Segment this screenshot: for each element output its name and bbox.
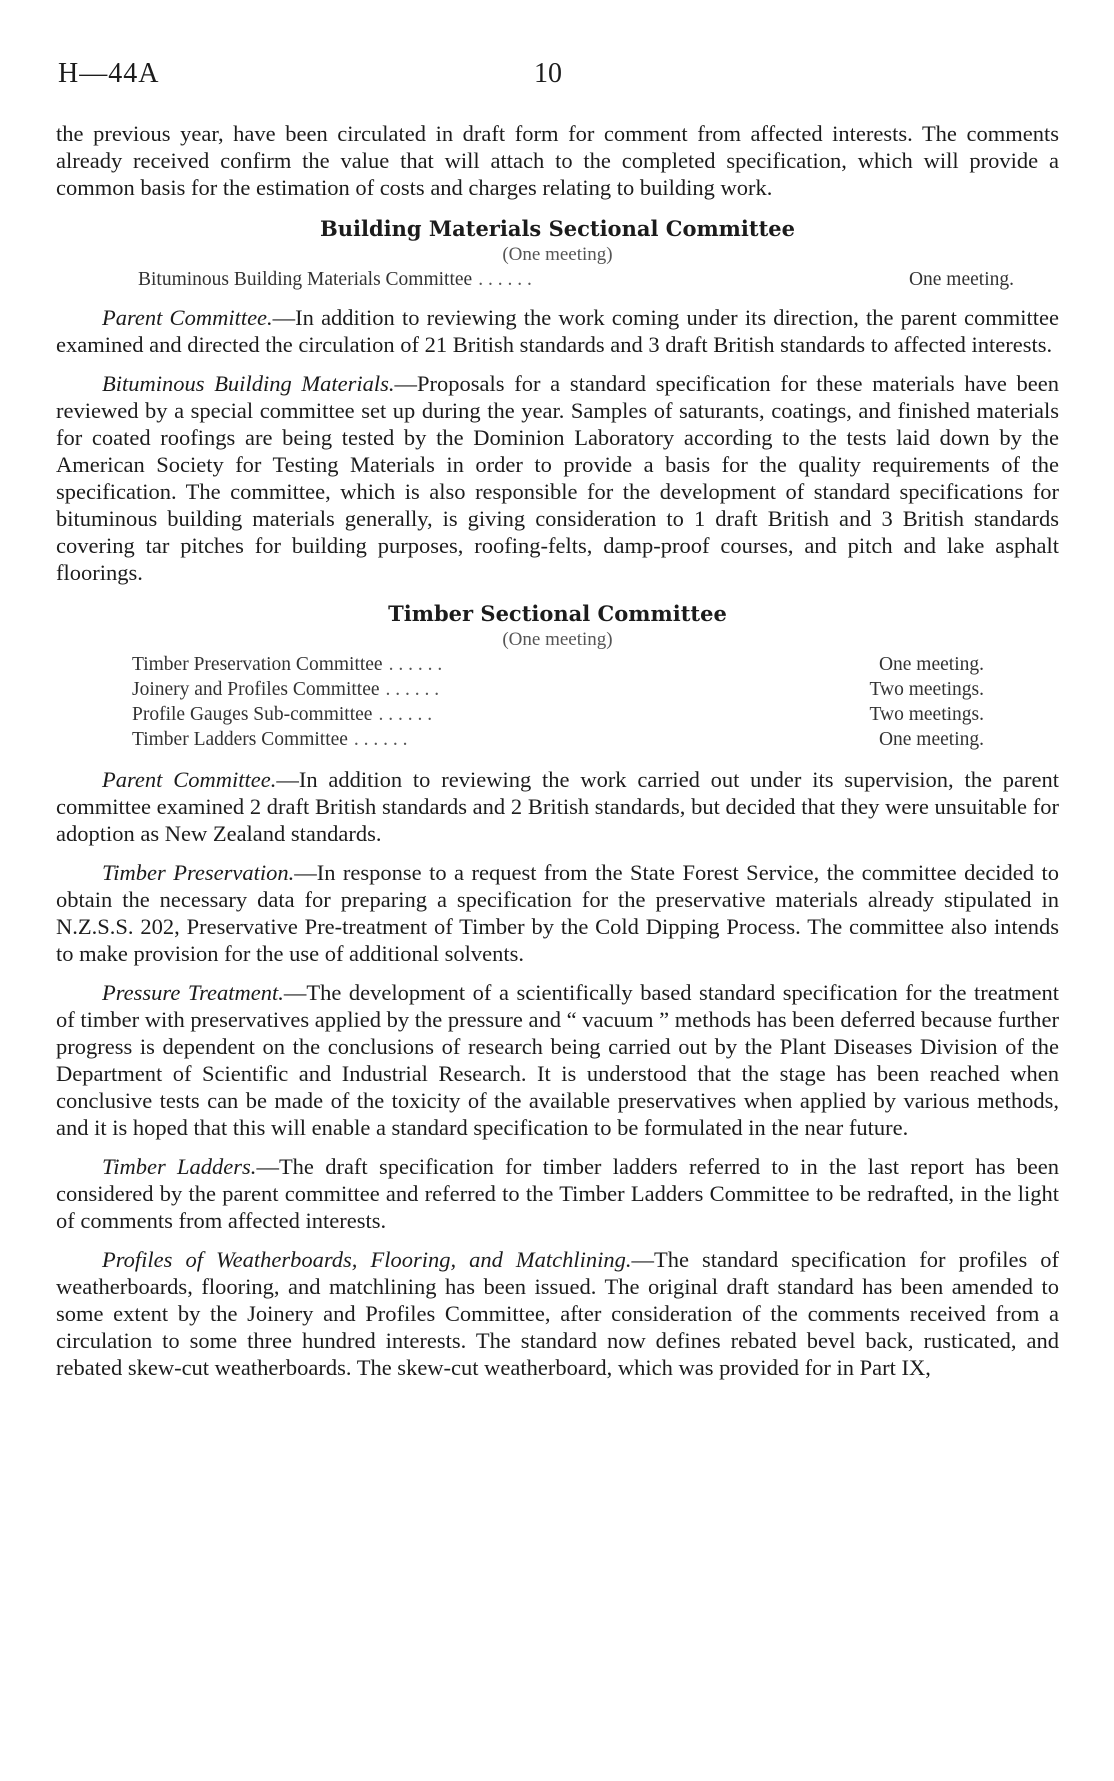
paragraph-lead: Profiles of Weatherboards, Flooring, and Matchlining. — [102, 1247, 632, 1272]
committee-meetings: Two meetings. — [869, 679, 984, 700]
committee-name: Joinery and Profiles Committee — [132, 679, 380, 700]
document-id: H—44A — [58, 58, 160, 89]
committee-row — [132, 702, 984, 727]
committee-name: Profile Gauges Sub-committee — [132, 704, 373, 725]
committee-list-timber — [132, 652, 984, 752]
committee-row — [132, 652, 984, 677]
paragraph-lead: Pressure Treatment. — [102, 980, 284, 1005]
section-meetings-timber: (One meeting) — [502, 629, 613, 650]
paragraph-bituminous-materials — [56, 370, 1059, 586]
committee-meetings: One meeting. — [878, 729, 984, 750]
paragraph-text: —In response to a request from the State Forest Service, the committee decided to obtain the necessary data for preparing a specification for the preservative materials already stipulated in N.Z.S.S. 202, Preservative Pre-treatment of Timber by the Cold Dipping Process. The committee also intends to make provision for the use of additional solvents. — [56, 860, 1059, 966]
committee-row — [132, 727, 984, 752]
committee-meetings: One meeting. — [908, 269, 1014, 290]
committee-meetings: One meeting. — [878, 654, 984, 675]
page-header — [58, 58, 1056, 98]
paragraph-lead: Bituminous Building Materials. — [102, 371, 395, 396]
intro-paragraph: the previous year, have been circulated in draft form for comment from affected interests. The comments already received confirm the value that will attach to the completed specification, which will provide a common basis for the estimation of costs and charges relating to building work. — [56, 121, 1059, 200]
paragraph-text: —In addition to reviewing the work carried out under its supervision, the parent committee examined 2 draft British standards and 2 British standards, but decided that they were unsuitable for adoption as New Zealand standards. — [56, 767, 1059, 846]
leader-dots: . . . . . . — [385, 679, 440, 700]
paragraph-pressure-treatment — [56, 979, 1059, 1141]
section-heading-building-materials: Building Materials Sectional Committee — [320, 216, 795, 241]
paragraph-text: —The draft specification for timber ladders referred to in the last report has been considered by the parent committee and referred to the Timber Ladders Committee to be redrafted, in the light of comments from affected interests. — [56, 1154, 1059, 1233]
paragraph-text: —The development of a scientifically based standard specification for the treatment of timber with preservatives applied by the pressure and “ vacuum ” methods has been deferred because further progress is dependent on the conclusions of research being carried out by the Plant Diseases Division of the Department of Scientific and Industrial Research. It is understood that the stage has been reached when conclusive tests can be made of the toxicity of the available preservatives when applied by various methods, and it is hoped that this will enable a standard specification to be formulated in the near future. — [56, 980, 1059, 1140]
paragraph-profiles — [56, 1246, 1059, 1381]
section-meetings-building-materials: (One meeting) — [502, 244, 613, 265]
paragraph-parent-committee-bm — [56, 304, 1059, 358]
committee-meetings: Two meetings. — [869, 704, 984, 725]
committee-row — [138, 267, 1014, 292]
paragraph-lead: Timber Preservation. — [102, 860, 295, 885]
paragraph-lead: Parent Committee. — [102, 767, 277, 792]
paragraph-text: —The standard specification for profiles of weatherboards, flooring, and matchlining has been issued. The original draft standard has been amended to some extent by the Joinery and Profiles Committee, after consideration of the comments received from a circulation to some three hundred interests. The standard now defines rebated bevel back, rusticated, and rebated skew-cut weatherboards. The skew-cut weatherboard, which was provided for in Part IX, — [56, 1247, 1059, 1380]
committee-list-building-materials — [138, 267, 1014, 292]
paragraph-timber-ladders — [56, 1153, 1059, 1234]
committee-row — [132, 677, 984, 702]
leader-dots: . . . . . . — [388, 654, 443, 675]
paragraph-text: —In addition to reviewing the work coming under its direction, the parent committee examined and directed the circulation of 21 British standards and 3 draft British standards to affected interests. — [56, 305, 1059, 357]
paragraph-timber-preservation — [56, 859, 1059, 967]
paragraph-parent-committee-timber — [56, 766, 1059, 847]
paragraph-text: —Proposals for a standard specification for these materials have been reviewed by a special committee set up during the year. Samples of saturants, coatings, and finished materials for coated roofings are being tested by the Dominion Laboratory according to the tests laid down by the American Society for Testing Materials in order to provide a basis for the quality requirements of the specification. The committee, which is also responsible for the development of standard specifications for bituminous building materials generally, is giving consideration to 1 draft British and 3 British standards covering tar pitches for building purposes, roofing-felts, damp-proof courses, and pitch and lake asphalt floorings. — [56, 371, 1060, 585]
committee-name: Bituminous Building Materials Committee — [138, 269, 473, 290]
section-heading-timber: Timber Sectional Committee — [388, 601, 727, 626]
page-number: 10 — [534, 58, 562, 89]
leader-dots: . . . . . . — [378, 704, 433, 725]
leader-dots: . . . . . . — [478, 269, 532, 290]
committee-name: Timber Preservation Committee — [132, 654, 383, 675]
page-body — [56, 120, 1059, 1381]
paragraph-lead: Timber Ladders. — [102, 1154, 257, 1179]
committee-name: Timber Ladders Committee — [132, 729, 348, 750]
leader-dots: . . . . . . — [353, 729, 408, 750]
paragraph-lead: Parent Committee. — [102, 305, 273, 330]
